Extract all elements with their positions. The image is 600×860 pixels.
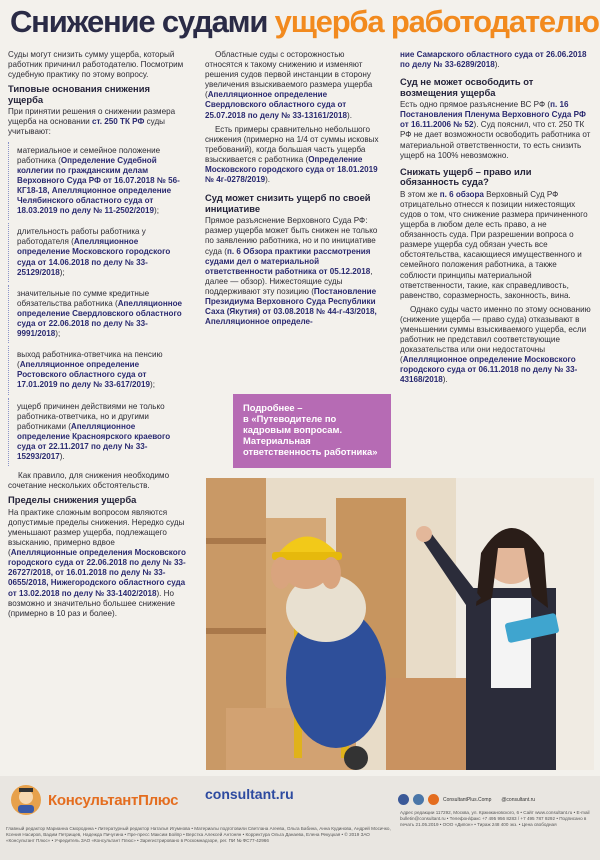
paragraph: Есть примеры сравнительно небольшого снижения (примерно на 1/4 от суммы исковых требований), когда большая часть ущерба взыскивается с работника (Определение Московского городского суда от 18.01.2019 № 4г-0278/2019). xyxy=(205,124,379,185)
outro-paragraph: Как правило, для снижения необходимо сочетание нескольких обстоятельств. xyxy=(8,471,170,491)
list-item: длительность работы работника у работодателя (Апелляционное определение Московского городского суда от 14.06.2018 по делу № 33-25129/2018); xyxy=(8,223,186,281)
heading-own-initiative: Суд может снизить ущерб по своей инициативе xyxy=(205,192,371,214)
brand-logo[interactable]: КонсультантПлюс xyxy=(10,784,178,816)
heading-no-release: Суд не может освободить от возмещения ущерба xyxy=(400,76,534,98)
column-middle xyxy=(205,50,383,331)
list-item: ущерб причинен действиями не только работника-ответчика, но и другими работниками (Апелляционное определение Красноярского краевого суда от 22.11.2017 по делу № 33-15293/2017). xyxy=(8,398,186,467)
vk-icon[interactable] xyxy=(413,794,424,805)
column-right xyxy=(400,50,592,390)
paragraph: Однако суды часто именно по этому основанию (снижение ущерба — право суда) отказывают в уменьшении суммы взыскиваемого ущерба, если работник не представил соответствующие доказательства или они недостаточны (Апелляционное определение Московского городского суда от 06.11.2018 по делу № 33-43168/2018). xyxy=(400,304,591,385)
consultant-logo-icon xyxy=(10,784,42,816)
limits-paragraph: На практике сложным вопросом являются допустимые пределы снижения. Нередко суды уменьшают размер ущерба, подлежащего взысканию, примерно вдвое (Апелляционные определения Московского городского суда от 22.06.2018 по делу № 33-26727/2018, от 16.01.2018 по делу № 33-0655/2018, Нижегородского областного суда от 13.02.2018 по делу № 33-1402/2018). Но возможно и значительно большее снижение (примерно в 10 раз и более). xyxy=(8,507,186,618)
grounds-intro: При принятии решения о снижении размера ущерба на основании ст. 250 ТК РФ суды учитывают: xyxy=(8,107,176,137)
list-item: выход работника-ответчика на пенсию (Апелляционное определение Ростовского областного суда от 17.01.2019 по делу № 33-617/2019); xyxy=(8,346,186,394)
heading-limits: Пределы снижения ущерба xyxy=(8,494,137,506)
paragraph: Есть одно прямое разъяснение ВС РФ (п. 16 Постановления Пленума Верховного Суда РФ от 16.11.2006 № 52). Суд пояснил, что ст. 250 ТК РФ не дает возможности освободить работника от материальной ответственности, то есть снизить ущерб на 100% невозможно. xyxy=(400,100,591,160)
email-icon[interactable] xyxy=(428,794,439,805)
page-title: Снижение судами ущерба работодателю xyxy=(10,4,599,39)
list-item: материальное и семейное положение работника (Определение Судебной коллегии по гражданским делам Верховного Суда РФ от 16.07.2018 № 56-КГ18-18, Апелляционное определение Челябинского областного суда от 18.03.2019 по делу № 11-2502/2019); xyxy=(8,142,186,221)
list-item: значительные по сумме кредитные обязательства работника (Апелляционное определение Свердловского областного суда от 22.06.2018 по делу № 33-9991/2018); xyxy=(8,285,186,343)
column-left xyxy=(8,50,186,623)
grounds-list xyxy=(8,142,186,467)
social-links: ConsultantPlus.Comp @consultant.ru xyxy=(398,794,535,805)
facebook-icon[interactable] xyxy=(398,794,409,805)
heading-typical-grounds: Типовые основания снижения ущерба xyxy=(8,83,150,105)
paragraph: ние Самарского областного суда от 26.06.2018 по делу № 33-6289/2018). xyxy=(400,50,587,70)
imprint-left: Главный редактор Марианна Смородина • Литературный редактор Наталья Игумнова • Материалы подготовили Светлана Агеева, Ольга Бабина, Анна Кудинова, Андрей Мосичко, Ксения Насиров, Вадим Петрищев, Надежда Пичугина • Пре-пресс Максим Бойпр • Верстка Алексей Антонян • Корректура Ольга Данаева, Елена Рекуцкая • © 2019 ЗАО «Консультант Плюс» • Учредитель ЗАО «Консультант Плюс» • Зарегистрировано в Роскомнадзоре, рег. ПИ № ФС77-42966 xyxy=(6,826,391,844)
site-link[interactable]: consultant.ru xyxy=(205,786,294,802)
paragraph: В этом же п. 6 обзора Верховный Суд РФ отрицательно отнесся к позиции нижестоящих судов о том, что снижение размера причиненного ущерба в любом деле есть право, а не обязанность суда. При разрешении вопроса о размере ущерба суд обязан учесть все обстоятельства, касающиеся имущественного и семейного положения работника, а также соблюсти принципы материальной ответственности, такие, как справедливость, равенство, соразмерность, законность, вина. xyxy=(400,189,588,300)
illustration-photo xyxy=(206,478,594,770)
paragraph: Областные суды с осторожностью относятся к такому снижению и изменяют решения судов первой инстанции в сторону увеличения взыскиваемого размера ущерба (Апелляционное определение Свердловского областного суда от 25.07.2018 по делу № 33-13161/2018). xyxy=(205,50,373,120)
footer xyxy=(0,776,600,860)
intro-paragraph: Суды могут снизить сумму ущерба, который работник причинил работодателю. Посмотрим судебную практику по этому вопросу. xyxy=(8,50,184,80)
imprint-right: Адрес редакции 117292, Москва, ул. Кржижановского, 6 • Сайт www.consultant.ru • E-mail bulletin@consultant.ru • Телефон/факс +7 495 956 8283 / +7 495 787 9292 • Подписано в печать 21.05.2019 • ООО «Дипон» • Тираж 248 400 экз. • Цена свободная xyxy=(400,810,590,828)
heading-right-or-duty: Снижать ущерб – право или обязанность суда? xyxy=(400,165,532,188)
paragraph: Прямое разъяснение Верховного Суда РФ: размер ущерба может быть снижен не только по заявлению работника, но и по инициативе суда (п. 6 Обзора практики рассмотрения судами дел о материальной ответственности работника от 05.12.2018, далее — обзор). Нижестоящие суды поддерживают эту позицию (Постановление Президиума Верховного Суда Республики Саха (Якутия) от 03.08.2018 № 44-г-43/2018, Апелляционное определе- xyxy=(205,216,378,327)
callout-box[interactable]: Подробнее – в «Путеводителе по кадровым вопросам. Материальная ответственность работника» xyxy=(233,394,391,468)
